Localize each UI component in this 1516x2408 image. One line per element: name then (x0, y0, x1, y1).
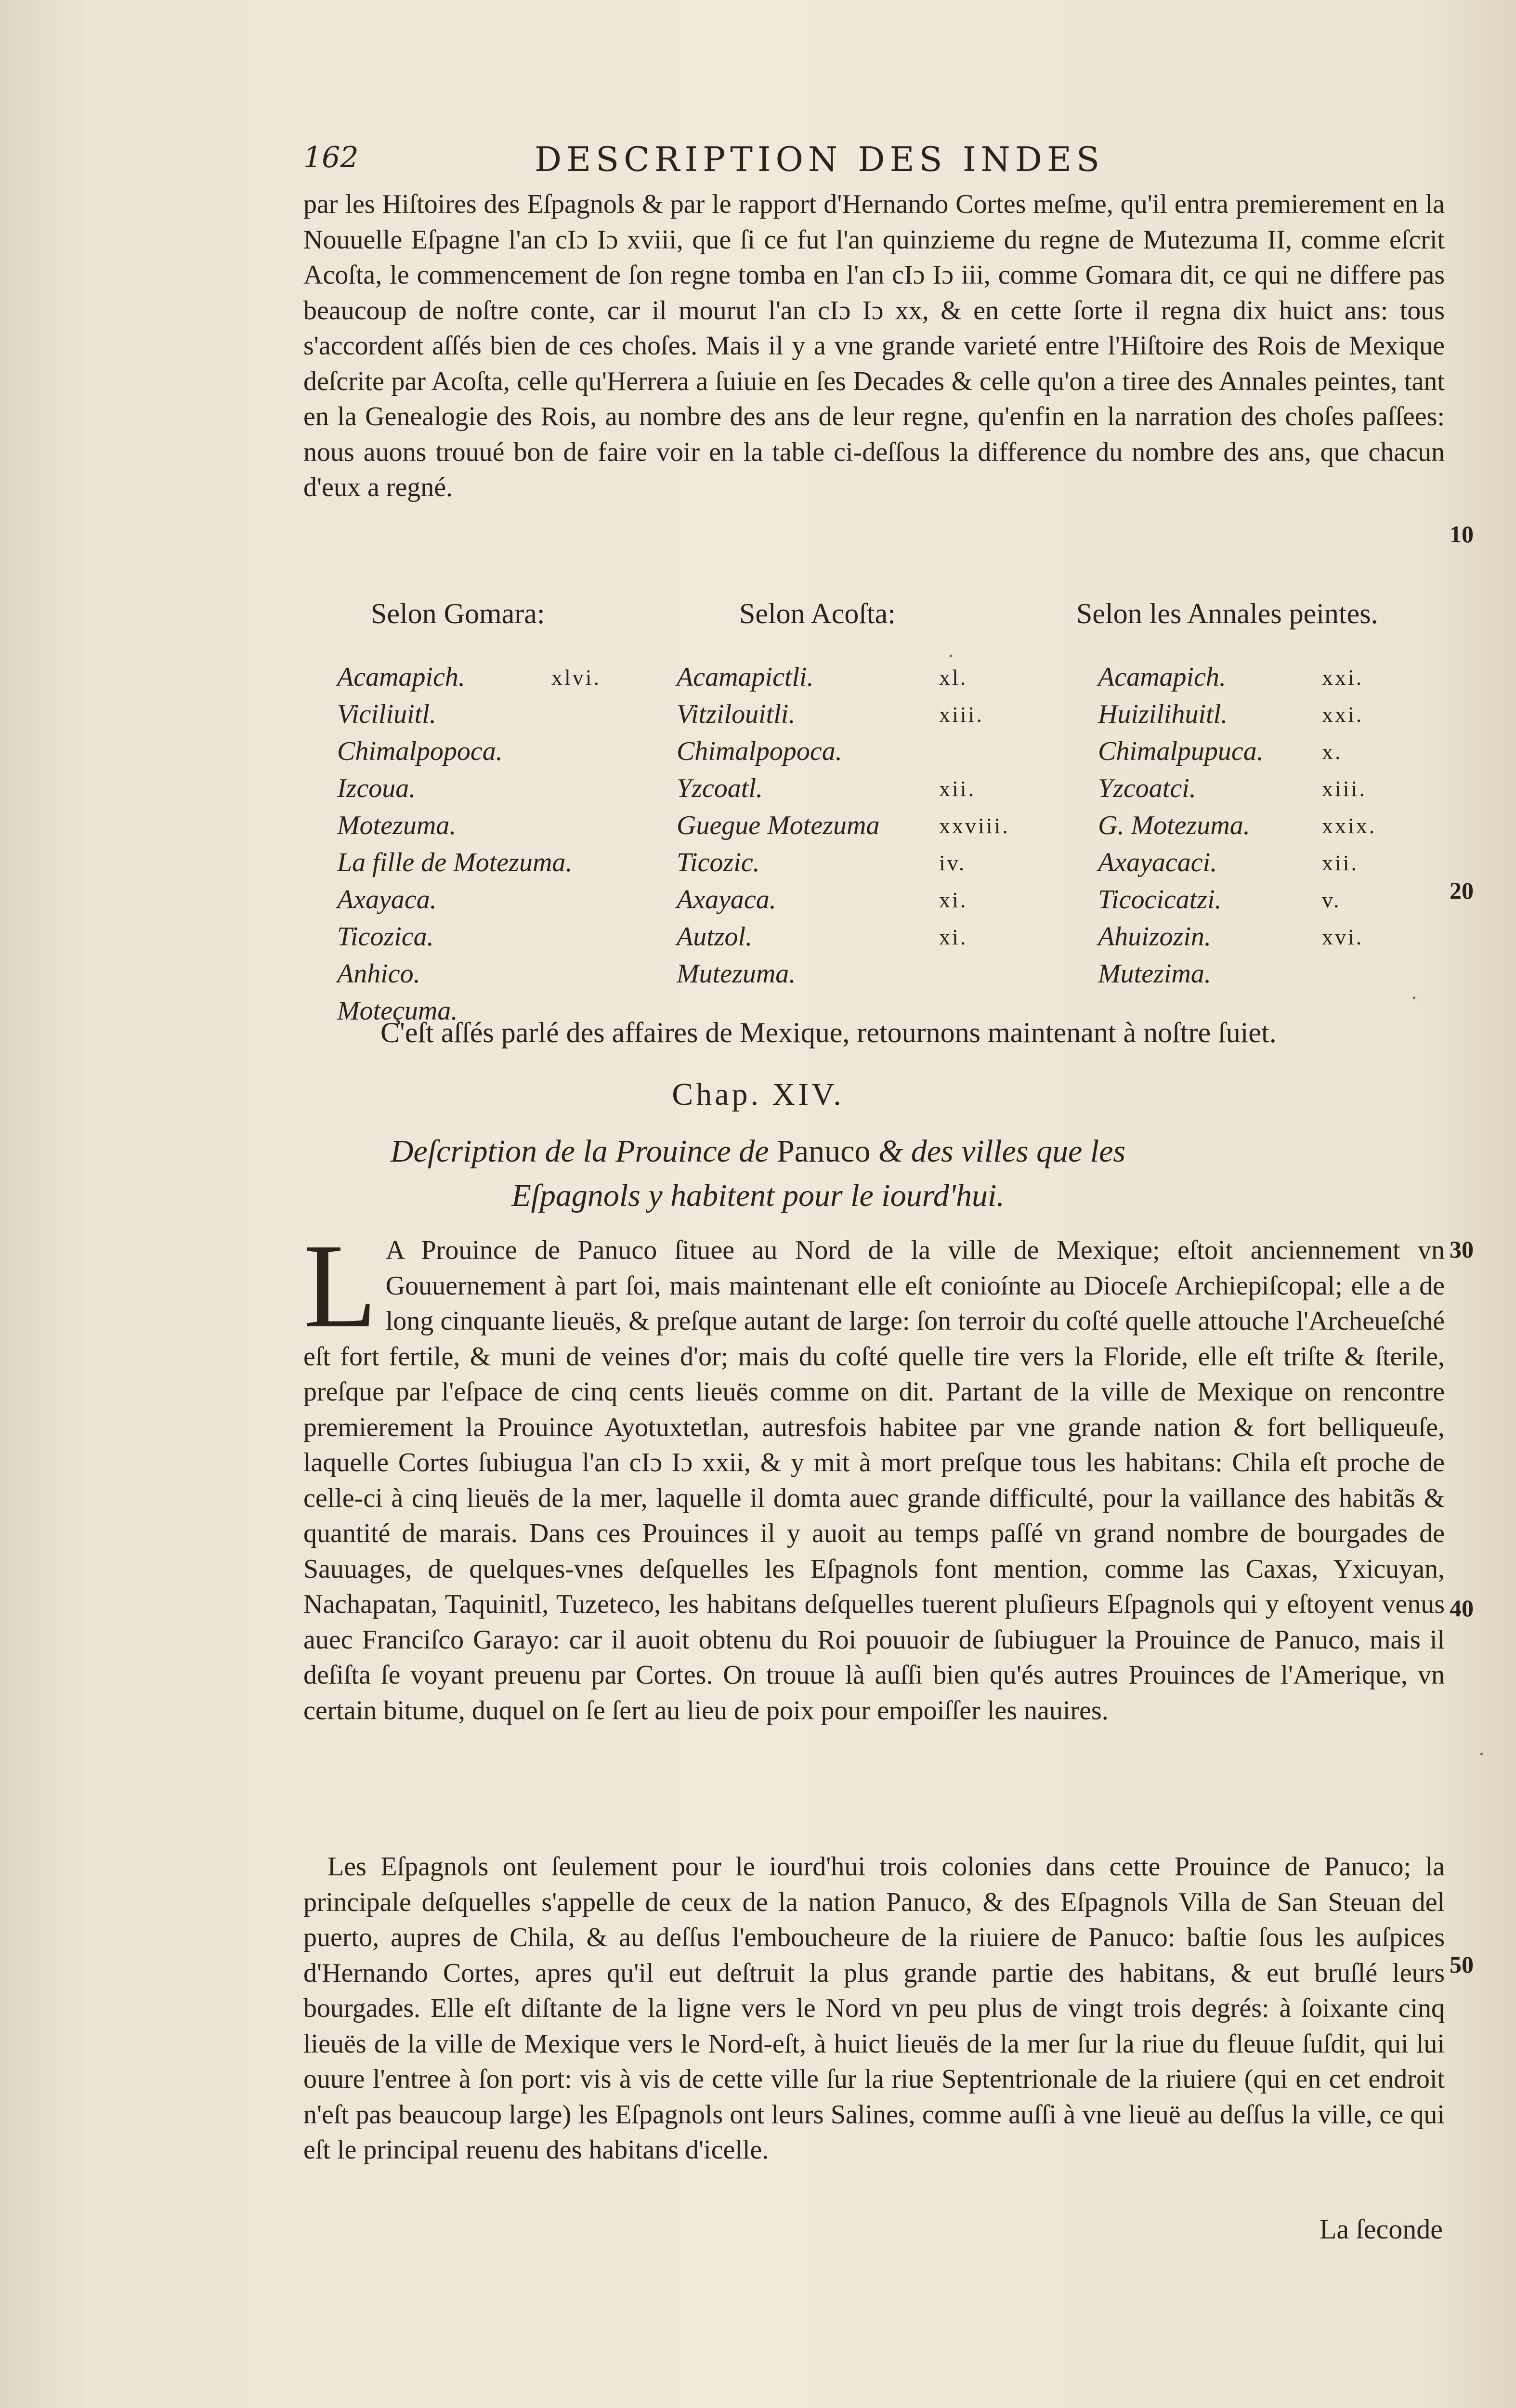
table-cell: Axayaca. (677, 885, 776, 915)
gomara-numbers (551, 659, 601, 696)
chapter-subtitle (0, 1129, 1516, 1218)
table-cell: Axayaca. (337, 885, 437, 915)
table-cell: Acamapich. (337, 662, 465, 692)
page-number: 162 (303, 141, 359, 174)
running-title: DESCRIPTION DES INDES (535, 140, 1104, 179)
table-cell: Vitzilouitli. (677, 699, 796, 729)
main-text: A Prouince de Panuco ſituee au Nord de la ville de Mexique; eſtoit anciennement vn Gouuernement à part ſoi, mais maintenant elle eſt conioínte au Dioceſe Archiepiſcopal; elle a de long cinquante lieuës, & preſque autant de large: ſon terroir du coſté quelle attouche l'Archeueſché eſt fort fertile, & muni de veines d'or; mais du coſté quelle tire vers la Floride, elle eſt triſte & ſterile, preſque par l'eſpace de cinq cents lieuës comme on dit. Partant de la ville de Mexique on rencontre premierement la Prouince Ayotuxtetlan, autresfois habitee par vne grande nation & fort belliqueuſe, laquelle Cortes ſubiugua l'an cIɔ Iɔ xxii, & y mit à mort preſque tous les habitans: Chila eſt proche de celle-ci à cinq lieuës de la mer, laquelle il domta auec grande difficulté, pour la vaillance des habitãs & quantité de marais. Dans ces Prouinces il y auoit au temps paſſé vn grand nombre de bourgades de Sauuages, de quelques-vnes deſquelles les Eſpagnols font mention, comme las Caxas, Yxicuyan, Nachapatan, Taquinitl, Tuzeteco, les habitans deſquelles tuerent pluſieurs Eſpagnols qui y eſtoyent venus auec Franciſco Garayo: car il auoit obtenu du Roi pouuoir de ſubiuguer la Prouince de Panuco, mais il deſiſta ſe voyant preuenu par Cortes. On trouue là auſſi bien qu'és autres Prouinces de l'Amerique, vn certain bitume, duquel on ſe ſert au lieu de poix pour empoiſſer les nauires. (303, 1235, 1445, 1726)
table-cell: Ahuizozin. (1098, 922, 1211, 952)
line-number: 40 (1450, 1595, 1474, 1622)
table-cell: Chimalpupuca. (1098, 736, 1264, 766)
second-paragraph (303, 1849, 1445, 2168)
table-cell: Yzcoatl. (677, 773, 763, 803)
column-heading-gomara: Selon Gomara: (371, 598, 545, 629)
table-cell: Chimalpopoca. (337, 736, 503, 766)
table-cell: Chimalpopoca. (677, 736, 842, 766)
drop-cap: L (303, 1219, 377, 1353)
table-cell: Ticozic. (677, 848, 760, 877)
gomara-names (337, 659, 572, 1030)
table-cell: Acamapictli. (677, 662, 814, 692)
table-cell: xi. (939, 925, 968, 949)
table-cell: xl. (939, 665, 968, 690)
table-cell: xxviii. (939, 813, 1010, 838)
running-header (303, 141, 1469, 184)
table-cell: Acamapich. (1098, 662, 1226, 692)
print-speck: · (1478, 1743, 1485, 1766)
main-paragraph (303, 1219, 1445, 1728)
table-cell: xiii. (1322, 776, 1367, 801)
chapter-subtitle-part: Panuco (777, 1134, 871, 1169)
chapter-subtitle-part: Eſpagnols y habitent pour le iourd'hui. (511, 1178, 1005, 1213)
table-cell: Ticozica. (337, 922, 434, 952)
table-cell: xii. (939, 776, 976, 801)
table-cell: xvi. (1322, 925, 1364, 949)
table-cell: La fille de Motezuma. (337, 848, 573, 877)
table-cell: Guegue Motezuma (677, 811, 880, 840)
table-cell: Moteçuma. (337, 996, 458, 1026)
print-speck: · (1411, 987, 1417, 1009)
table-cell: v. (1322, 888, 1341, 912)
table-cell: Mutezuma. (677, 959, 796, 989)
column-heading-acosta: Selon Acoſta: (739, 598, 896, 629)
table-cell: Izcoua. (337, 773, 416, 803)
acosta-names (677, 659, 879, 993)
print-speck: · (948, 645, 954, 667)
table-cell: Anhico. (337, 959, 420, 989)
table-cell: xii. (1322, 851, 1359, 875)
table-cell: Yzcoatci. (1098, 773, 1196, 803)
catchword: La ſeconde (1319, 2213, 1443, 2245)
line-number: 50 (1450, 1951, 1474, 1978)
table-cell: x. (1322, 739, 1343, 764)
table-cell: Huizilihuitl. (1098, 699, 1228, 729)
column-heading-annales: Selon les Annales peintes. (1076, 598, 1378, 629)
table-cell: Mutezima. (1098, 959, 1211, 989)
table-cell: Axayacaci. (1098, 848, 1217, 877)
line-number: 10 (1450, 521, 1474, 548)
table-cell: iv. (939, 851, 967, 875)
chapter-subtitle-part: & des villes que les (878, 1134, 1126, 1169)
chapter-subtitle-part: Deſcription de la Prouince de (390, 1134, 769, 1169)
line-number: 30 (1450, 1236, 1474, 1263)
closing-line: C'eſt aſſés parlé des affaires de Mexique, retournons maintenant à noſtre ſuiet. (380, 1017, 1277, 1048)
table-cell: xxi. (1322, 665, 1364, 690)
second-text: Les Eſpagnols ont ſeulement pour le iourd'hui trois colonies dans cette Prouince de Panuco; la principale deſquelles s'appelle de ceux de la nation Panuco, & des Eſpagnols Villa de San Steuan del puerto, aupres de Chila, & au deſſus l'emboucheure de la riuiere de Panuco: baſtie ſous les auſpices d'Hernando Cortes, apres qu'il eut deſtruit la plus grande partie des habitans, & eut bruſlé leurs bourgades. Elle eſt diſtante de la ligne vers le Nord vn peu plus de vingt trois degrés: à ſoixante cinq lieuës de la ville de Mexique vers le Nord-eſt, à huict lieuës de la mer ſur la riue du fleuue ſuſdit, qui lui ouure l'entree à ſon port: vis à vis de cette ville ſur la riue Septentrionale de la riuiere (qui en cet endroit n'eſt pas beaucoup large) les Eſpagnols ont leurs Salines, comme auſſi à vne lieuë au deſſus la ville, ce qui eſt le principal reuenu des habitans d'icelle. (303, 1852, 1445, 2165)
table-cell: xiii. (939, 702, 984, 727)
table-cell: Viciliuitl. (337, 699, 436, 729)
table-cell: Ticocicatzi. (1098, 885, 1222, 915)
acosta-numbers (939, 659, 1010, 955)
kings-comparison-table (303, 597, 1450, 1026)
table-cell: G. Motezuma. (1098, 811, 1250, 840)
table-cell: xxi. (1322, 702, 1364, 727)
table-cell: xi. (939, 888, 968, 912)
annales-names (1098, 659, 1264, 993)
intro-paragraph (303, 187, 1445, 506)
chapter-heading: Chap. XIV. (672, 1077, 844, 1112)
table-cell: xxix. (1322, 813, 1377, 838)
annales-numbers (1322, 659, 1376, 955)
line-number: 20 (1450, 877, 1474, 904)
table-cell: Autzol. (677, 922, 753, 952)
table-cell (939, 733, 1010, 770)
intro-text: par les Hiſtoires des Eſpagnols & par le rapport d'Hernando Cortes meſme, qu'il entra premierement en la Nouuelle Eſpagne l'an cIɔ Iɔ xviii, que ſi ce fut l'an quinzieme du regne de Mutezuma II, comme eſcrit Acoſta, le commencement de ſon regne tomba en l'an cIɔ Iɔ iii, comme Gomara dit, ce qui ne differe pas beaucoup de noſtre conte, car il mourut l'an cIɔ Iɔ xx, & en cette ſorte il regna dix huict ans: tous s'accordent aſſés bien de ces choſes. Mais il y a vne grande varieté entre l'Hiſtoire des Rois de Mexique deſcrite par Acoſta, celle qu'Herrera a ſuiuie en ſes Decades & celle qu'on a tiree des Annales peintes, tant en la Genealogie des Rois, au nombre des ans de leur regne, qu'enfin en la narration des choſes paſſees: nous auons trouué bon de faire voir en la table ci-deſſous la difference du nombre des ans, que chacun d'eux a regné. (303, 189, 1445, 502)
table-cell: xlvi. (551, 665, 601, 690)
table-cell: Motezuma. (337, 811, 457, 840)
